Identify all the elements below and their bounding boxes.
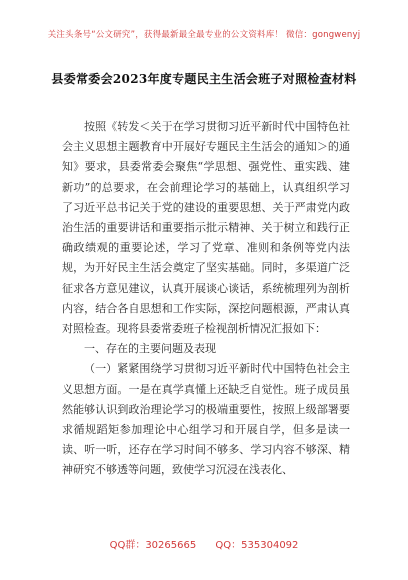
footer-contact-banner xyxy=(0,536,408,551)
footer-qq-group: QQ群：30265665 xyxy=(109,540,197,551)
document-title: 县委常委会2023年度专题民主生活会班子对照检查材料 xyxy=(51,72,357,86)
section-heading: 一、存在的主要问题及表现 xyxy=(84,342,216,356)
intro-paragraph: 按照《转发＜关于在学习贯彻习近平新时代中国特色社会主义思想主题教育中开展好专题民主生活会的通知＞的通知》要求，县委常委会聚焦“学思想、强党性、重实践、建新功”的总要求，在会前理论学习的基础上，认真组织学习了习近平总书记关于党的建设的重要思想、关于严肃党内政治生活的重要讲话和重要指示批示精神、关于树立和践行正确政绩观的重要论述，学习了党章、准则和条例等党内法规，为开好民主生活会奠定了坚实基础。同时，多渠道广泛征求各方意见建议，认真开展谈心谈话，系统梳理列为剖析内容，结合各自思想和工作实际，深挖问题根源，严肃认真对照检查。现将县委常委班子检视剖析情况汇报如下： xyxy=(62,120,350,336)
header-promo-banner: 关注头条号“公文研究”，获得最新最全最专业的公文资料库！ 微信：gongwenyj xyxy=(47,30,361,40)
footer-qq-contact: QQ：535304092 xyxy=(215,540,299,551)
subsection-paragraph: （一）紧紧围绕学习贯彻习近平新时代中国特色社会主义思想方面。一是在真学真懂上还缺乏自觉性。班子成员虽然能够认识到政治理论学习的极端重要性，按照上级部署要求循规蹈矩参加理论中心组学习和开展自学，但多是读一读、听一听，还存在学习时间不够多、学习内容不够深、精神研究不够透等问题，致使学习沉浸在浅表化、 xyxy=(62,362,350,477)
document-body xyxy=(62,117,350,481)
